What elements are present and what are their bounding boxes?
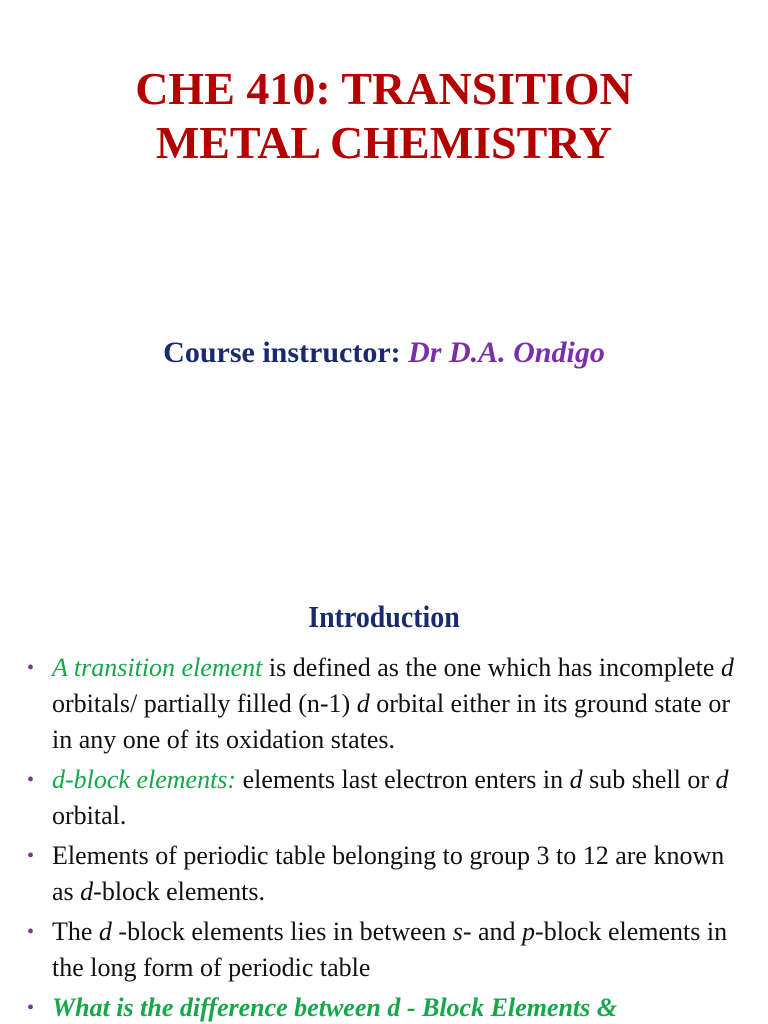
instructor-name: Dr D.A. Ondigo bbox=[408, 336, 605, 369]
bullet-transition-element bbox=[0, 650, 768, 758]
term-transition-element: A transition element bbox=[52, 653, 263, 682]
question-text: What is the difference between d - Block Elements & bbox=[52, 993, 617, 1022]
text: orbital either in its ground state or in any one of its oxidation states. bbox=[52, 689, 730, 754]
s-symbol: s bbox=[452, 917, 463, 946]
d-symbol: d bbox=[356, 689, 370, 718]
bullet-dot: • bbox=[27, 845, 35, 867]
bullet-d-block-elements bbox=[0, 762, 768, 834]
text: The bbox=[52, 917, 99, 946]
term-d-block-elements: d-block elements: bbox=[52, 765, 237, 794]
text: Elements of periodic table belonging to group 3 to 12 are known as bbox=[52, 841, 725, 906]
bullet-position bbox=[0, 914, 768, 986]
bullet-question bbox=[0, 990, 768, 1024]
text: elements last electron enters in bbox=[236, 765, 570, 794]
section-heading: Introduction bbox=[308, 599, 460, 634]
course-instructor bbox=[0, 334, 768, 372]
bullet-dot: • bbox=[27, 997, 35, 1019]
d-symbol: d bbox=[720, 653, 734, 682]
bullet-dot: • bbox=[27, 657, 35, 679]
slide-title bbox=[0, 62, 768, 170]
p-symbol: p bbox=[522, 917, 536, 946]
d-symbol: d bbox=[80, 877, 94, 906]
text: orbital. bbox=[52, 801, 127, 830]
text: orbitals/ partially filled (n-1) bbox=[52, 689, 357, 718]
bullet-groups bbox=[0, 838, 768, 910]
text: sub shell or bbox=[582, 765, 716, 794]
text: is defined as the one which has incomplete bbox=[262, 653, 721, 682]
d-symbol: d bbox=[569, 765, 583, 794]
text: -block elements lies in between bbox=[111, 917, 453, 946]
text: -block elements in the long form of periodic table bbox=[52, 917, 728, 982]
text: -block elements. bbox=[93, 877, 266, 906]
d-symbol: d bbox=[715, 765, 729, 794]
bullet-dot: • bbox=[27, 769, 35, 791]
bullet-list bbox=[0, 650, 768, 1024]
title-line-2: METAL CHEMISTRY bbox=[155, 117, 613, 168]
d-symbol: d bbox=[98, 917, 112, 946]
instructor-label: Course instructor: bbox=[163, 336, 409, 369]
text: - and bbox=[462, 917, 523, 946]
title-line-1: CHE 410: TRANSITION bbox=[135, 63, 633, 114]
bullet-dot: • bbox=[27, 921, 35, 943]
